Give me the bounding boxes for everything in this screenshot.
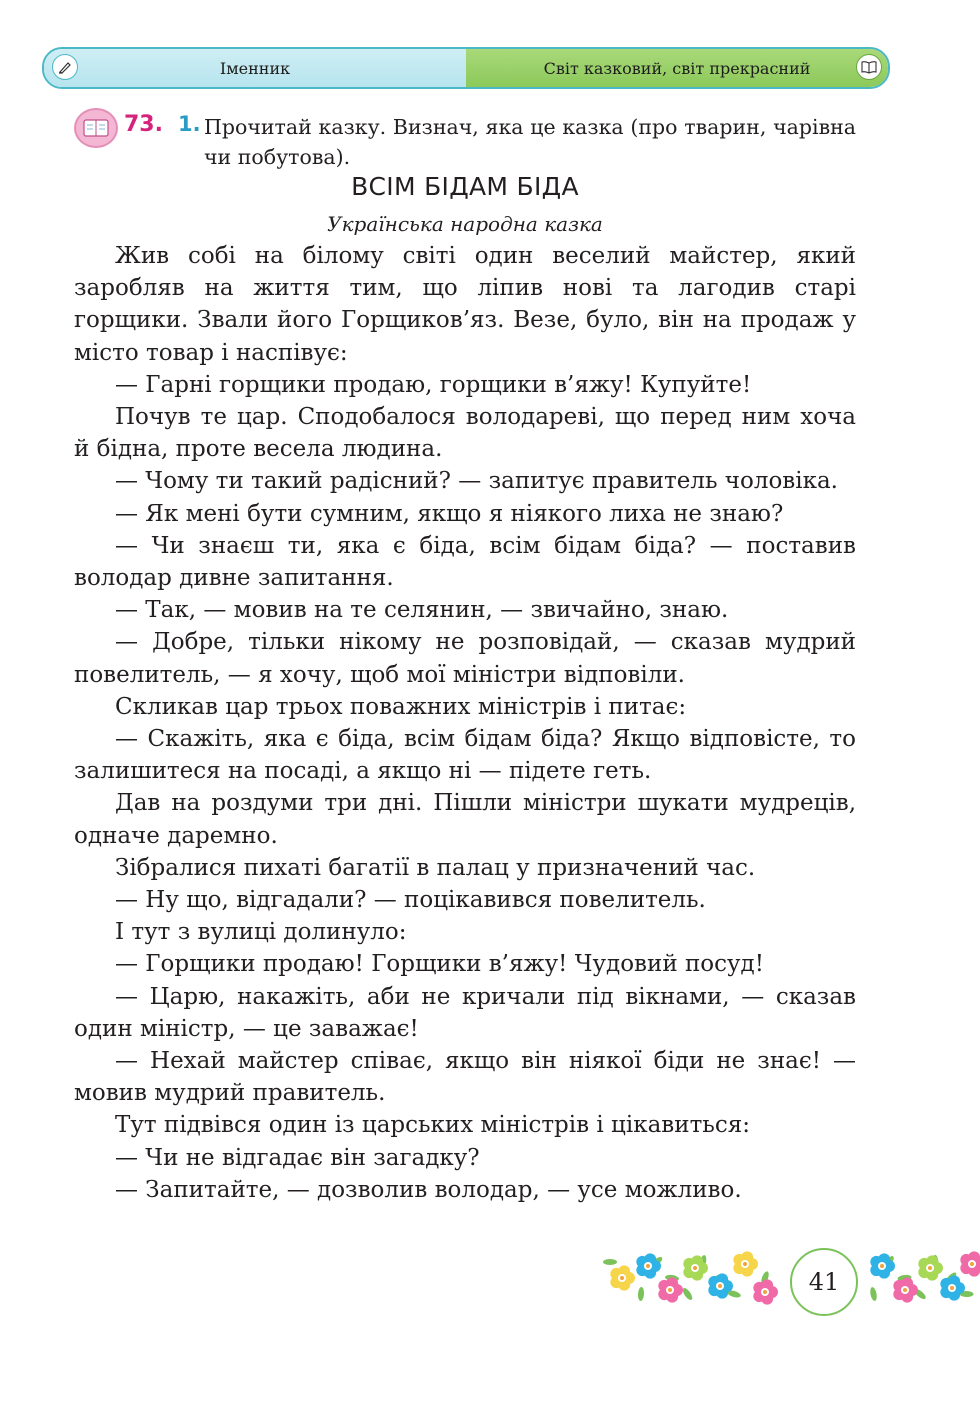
story-paragraph: — Запитайте, — дозволив володар, — усе можливо.: [115, 1176, 742, 1203]
story-paragraph: І тут з вулиці долинуло:: [115, 919, 407, 946]
story-paragraph: — Царю, накажіть, аби не кричали під вікнами, — сказав один міністр, — це заважає!: [74, 983, 856, 1042]
story-text: [74, 240, 856, 1206]
header-section-left: [44, 49, 466, 87]
task-instruction: Прочитай казку. Визнач, яка це казка (про тварин, чарівна чи побутова).: [204, 115, 856, 169]
story-paragraph: Жив собі на білому світі один веселий майстер, який заробляв на життя тим, що ліпив нові та лагодив старі горщики. Звали його Горщиков’яз. Везе, було, він на продаж у місто товар і наспівує:: [74, 243, 856, 366]
task-sub-number: 1.: [178, 112, 201, 136]
header-chapter-section: [466, 49, 888, 87]
page-footer: [600, 1238, 980, 1330]
story-paragraph: Зібралися пихаті багатії в палац у призначений час.: [115, 854, 756, 881]
task-number: 73.: [124, 112, 163, 137]
story-title: ВСІМ БІДАМ БІДА: [351, 172, 579, 201]
header-section-title: Іменник: [219, 58, 291, 78]
page-header: [42, 47, 890, 89]
story-paragraph: — Скажіть, яка є біда, всім бідам біда? Якщо відповісте, то залишитеся на посаді, а якщо ні — підете геть.: [74, 726, 856, 785]
pen-icon: [52, 54, 78, 80]
story-paragraph: Тут підвівся один із царських міністрів і цікавиться:: [115, 1112, 750, 1139]
story-paragraph: — Так, — мовив на те селянин, — звичайно, знаю.: [115, 597, 729, 624]
story-paragraph: — Гарні горщики продаю, горщики в’яжу! Купуйте!: [115, 371, 752, 398]
story-paragraph: Скликав цар трьох поважних міністрів і питає:: [115, 693, 687, 720]
notebook-icon: [74, 108, 118, 148]
story-paragraph: — Як мені бути сумним, якщо я ніякого лиха не знаю?: [115, 500, 784, 527]
story-paragraph: — Нехай майстер співає, якщо він ніякої біди не знає! — мовив мудрий правитель.: [74, 1048, 856, 1107]
story-paragraph: — Чому ти такий радісний? — запитує правитель чоловіка.: [115, 468, 838, 495]
header-chapter-title: Світ казковий, світ прекрасний: [543, 58, 811, 78]
story-paragraph: — Ну що, відгадали? — поцікавився повелитель.: [115, 887, 706, 914]
page-number: 41: [790, 1248, 858, 1316]
story-subtitle: Українська народна казка: [327, 212, 603, 236]
story-paragraph: — Чи знаєш ти, яка є біда, всім бідам біда? — поставив володар дивне запитання.: [74, 532, 856, 592]
story-paragraph: Дав на роздуми три дні. Пішли міністри шукати мудреців, одначе даремно.: [74, 790, 856, 849]
story-paragraph: — Чи не відгадає він загадку?: [115, 1144, 480, 1171]
story-paragraph: — Горщики продаю! Горщики в’яжу! Чудовий посуд!: [115, 951, 764, 978]
story-paragraph: Почув те цар. Сподобалося володареві, що перед ним хоча й бідна, проте весела людина.: [74, 404, 856, 463]
book-icon: [856, 54, 882, 80]
story-paragraph: — Добре, тільки нікому не розповідай, — сказав мудрий повелитель, — я хочу, щоб мої міністри відповіли.: [74, 629, 856, 688]
